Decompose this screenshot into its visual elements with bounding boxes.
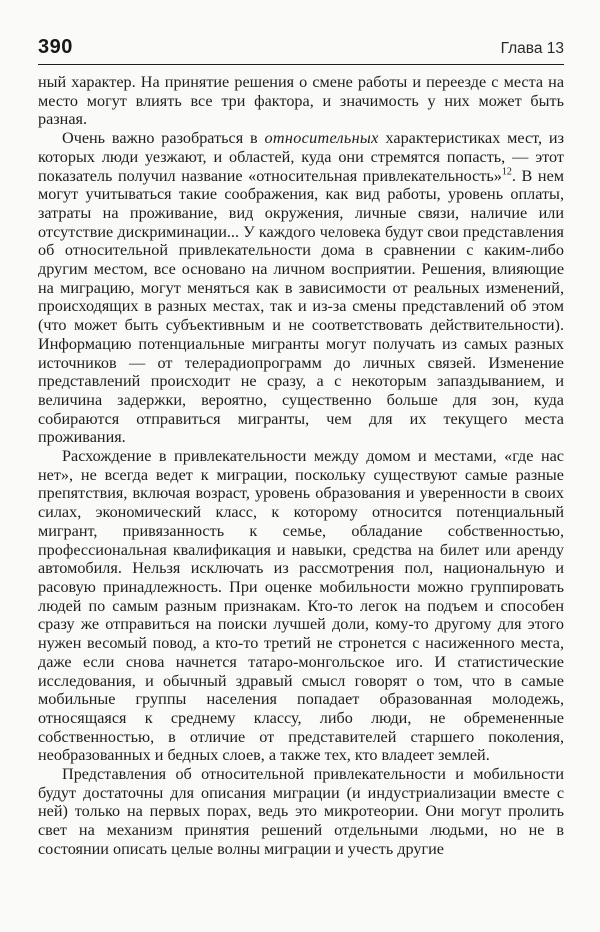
chapter-label: Глава 13 — [500, 40, 564, 57]
footnote-ref: 12 — [501, 166, 512, 178]
paragraph — [38, 447, 564, 765]
text-run: Расхождение в привлекательности между домом и местами, «где нас нет», не всегда ведет к миграции, поскольку существуют самые разные препятствия, включая возраст, уровень образования и уверенности в своих силах, экономический класс, к которому относится потенциальный мигрант, привязанность к семье, обладание собственностью, профессиональная квалификация и навыки, средства на билет или аренду автомобиля. Нельзя исключать из рассмотрения пол, национальную и расовую принадлежность. При оценке мобильности можно группировать людей по самым разным признакам. Кто-то легок на подъем и способен сразу же отправиться на поиски лучшей доли, кому-то другому для этого нужен весомый повод, а кто-то третий не стронется с насиженного места, даже если снова начнется татаро-монгольское иго. И статистические исследования, и обычный здравый смысл говорят о том, что в самые мобильные группы населения попадает образованная молодежь, относящаяся к среднему классу, либо люди, не обремененные собственностью, в отличие от представителей старшего поколения, необразованных и бедных слоев, а также тех, кто владеет землей. — [38, 447, 564, 765]
paragraph — [38, 73, 564, 129]
text-run: Очень важно разобраться в — [62, 129, 265, 148]
text-run: Представления об относительной привлекательности и мобильности будут достаточны для описания миграции (и индустриализации вместе с ней) только на первых порах, ведь это микротеории. Они могут пролить свет на механизм принятия решений отдельными людьми, но не в состоянии описать целые волны миграции и учесть другие — [38, 765, 564, 858]
paragraph — [38, 765, 564, 859]
text-run: . В нем могут учитываться такие соображения, как вид работы, уровень оплаты, затраты на проживание, вид окружения, личные связи, наличие или отсутствие дискриминации... У каждого человека будут свои представления об относительной привлекательности дома в сравнении с каким-либо другим местом, все основано на личном восприятии. Решения, влияющие на миграцию, могут меняться как в зависимости от реальных изменений, происходящих в разных местах, так и из-за смены представлений об этом (что может быть субъективным и не соответствовать действительности). Информацию потенциальные мигранты могут получать из самых разных источников — от телерадиопрограмм до личных связей. Изменение представлений происходит не сразу, а с некоторым запаздыванием, и величина задержки, вероятно, существенно больше для зон, куда собираются отправиться мигранты, чем для их текущего места проживания. — [38, 166, 564, 447]
text-run: характеристиках мест, из которых люди уезжают, и областей, куда они стремятся попасть, — этот показатель получил название «относительная привлекательность» — [38, 129, 564, 185]
page-number: 390 — [38, 36, 73, 58]
page-body — [38, 73, 564, 859]
italic-term: относительных — [264, 129, 379, 148]
paragraph — [38, 129, 564, 447]
text-run: ный характер. На принятие решения о смене работы и переезде с места на место могут влиять все три фактора, и значимость у них может быть разная. — [38, 73, 564, 129]
page-header — [38, 36, 564, 65]
